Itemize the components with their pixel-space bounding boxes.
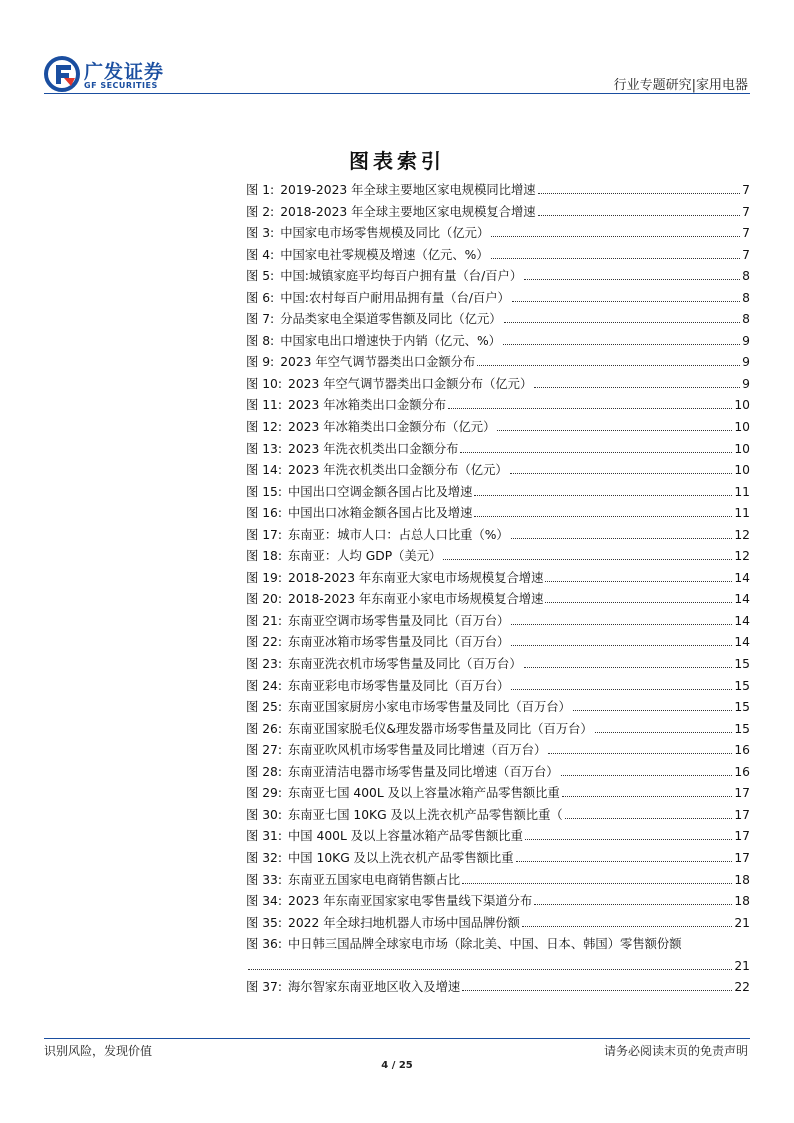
toc-entry[interactable] — [246, 632, 750, 654]
dot-leader — [248, 969, 732, 970]
toc-entry[interactable] — [246, 546, 750, 568]
dot-leader — [497, 430, 732, 431]
figure-caption: 东南亚国家厨房小家电市场零售量及同比（百万台） — [288, 700, 571, 715]
figure-number: 图 14: — [246, 463, 282, 478]
dot-leader — [565, 818, 733, 819]
page-ref: 17 — [734, 850, 750, 865]
toc-entry[interactable] — [246, 589, 750, 611]
toc-entry-text — [246, 826, 523, 848]
page-number: 4 / 25 — [381, 1060, 413, 1071]
dot-leader — [534, 387, 740, 388]
toc-entry[interactable] — [246, 352, 750, 374]
figure-index-list — [246, 180, 750, 999]
figure-number: 图 15: — [246, 484, 282, 499]
figure-caption: 中国:农村每百户耐用品拥有量（台/百户） — [280, 290, 510, 305]
figure-caption: 2019-2023 年全球主要地区家电规模同比增速 — [280, 183, 536, 197]
figure-number: 图 7: — [246, 312, 275, 327]
dot-leader — [462, 883, 732, 884]
figure-number: 图 5: — [246, 269, 275, 284]
toc-entry-text — [246, 482, 472, 504]
toc-entry-text — [246, 805, 563, 827]
figure-number: 图 17: — [246, 527, 282, 542]
figure-caption: 2023 年空气调节器类出口金额分布 — [280, 355, 476, 370]
company-logo — [44, 56, 224, 96]
toc-entry-text — [246, 848, 514, 870]
page-ref: 10 — [734, 463, 750, 478]
figure-caption: 东南亚国家脱毛仪&理发器市场零售量及同比（百万台） — [288, 721, 593, 736]
toc-entry-text — [246, 977, 460, 999]
figure-number: 图 27: — [246, 743, 282, 758]
toc-entry-text — [246, 266, 522, 288]
figure-caption: 中国:城镇家庭平均每百户拥有量（台/百户） — [280, 269, 523, 284]
page-ref: 14 — [734, 570, 750, 585]
figure-caption: 分品类家电全渠道零售额及同比（亿元） — [280, 312, 502, 327]
toc-entry-text — [246, 245, 489, 267]
figure-caption: 东南亚：人均 GDP（美元） — [288, 549, 442, 564]
logo-text-en: GF SECURITIES — [84, 81, 158, 90]
toc-entry-text — [246, 439, 458, 461]
figure-caption: 东南亚洗衣机市场零售量及同比（百万台） — [288, 657, 522, 672]
toc-entry[interactable] — [246, 719, 750, 741]
figure-number: 图 34: — [246, 894, 282, 909]
figure-caption: 2018-2023 年全球主要地区家电规模复合增速 — [280, 204, 536, 219]
page-ref: 14 — [734, 635, 750, 650]
figure-number: 图 30: — [246, 807, 282, 822]
page-ref: 14 — [734, 592, 750, 607]
toc-entry[interactable] — [246, 676, 750, 698]
figure-number: 图 33: — [246, 872, 282, 887]
toc-entry-text — [246, 676, 509, 698]
figure-number: 图 3: — [246, 226, 275, 241]
page-ref: 9 — [742, 355, 750, 370]
figure-caption: 东南亚彩电市场零售量及同比（百万台） — [288, 678, 510, 693]
figure-caption: 中国家电出口增速快于内销（亿元、%） — [280, 333, 501, 348]
page-ref: 8 — [742, 312, 750, 327]
toc-entry-text — [246, 762, 559, 784]
figure-number: 图 8: — [246, 333, 275, 348]
toc-entry[interactable] — [246, 202, 750, 224]
dot-leader — [474, 516, 732, 517]
page-ref: 7 — [742, 204, 750, 219]
figure-caption: 2023 年冰箱类出口金额分布（亿元） — [288, 420, 496, 435]
toc-entry[interactable] — [246, 503, 750, 525]
page-ref: 16 — [734, 764, 750, 779]
toc-entry-text — [246, 546, 441, 568]
figure-number: 图 19: — [246, 570, 282, 585]
figure-number: 图 13: — [246, 441, 282, 456]
figure-number: 图 31: — [246, 829, 282, 844]
page-ref: 12 — [734, 549, 750, 564]
dot-leader — [511, 645, 732, 646]
figure-caption: 东南亚：城市人口：占总人口比重（%） — [288, 527, 509, 542]
figure-number: 图 28: — [246, 764, 282, 779]
page-ref: 18 — [734, 894, 750, 909]
page-ref: 11 — [734, 506, 750, 521]
figure-number: 图 29: — [246, 786, 282, 801]
logo-text-cn: 广发证券 — [84, 61, 165, 83]
figure-number: 图 21: — [246, 613, 282, 628]
header-divider — [44, 93, 750, 94]
toc-entry-text — [246, 223, 489, 245]
figure-caption: 2022 年全球扫地机器人市场中国品牌份额 — [288, 915, 520, 930]
figure-caption: 2023 年空气调节器类出口金额分布（亿元） — [288, 376, 533, 391]
toc-entry[interactable] — [246, 460, 750, 482]
toc-entry-text — [246, 913, 520, 935]
toc-entry-text — [246, 309, 502, 331]
toc-entry-text — [246, 697, 571, 719]
figure-number: 图 6: — [246, 290, 275, 305]
dot-leader — [545, 581, 732, 582]
toc-entry-text — [246, 503, 472, 525]
figure-caption: 2018-2023 年东南亚小家电市场规模复合增速 — [288, 592, 544, 607]
toc-entry-text — [246, 331, 501, 353]
page-ref: 22 — [734, 980, 750, 995]
toc-entry[interactable] — [246, 870, 750, 892]
toc-entry-text — [246, 934, 682, 956]
figure-caption: 东南亚七国 400L 及以上容量冰箱产品零售额比重 — [288, 786, 560, 801]
toc-entry-text — [246, 719, 593, 741]
figure-caption: 2023 年东南亚国家家电零售量线下渠道分布 — [288, 894, 533, 909]
figure-caption: 2023 年洗衣机类出口金额分布 — [288, 441, 459, 456]
toc-entry-text — [246, 589, 543, 611]
figure-caption: 中国家电社零规模及增速（亿元、%） — [280, 247, 489, 262]
toc-entry-text — [246, 783, 560, 805]
page-ref: 10 — [734, 398, 750, 413]
toc-entry[interactable] — [246, 395, 750, 417]
dot-leader — [491, 236, 740, 237]
figure-number: 图 26: — [246, 721, 282, 736]
page-ref: 8 — [742, 290, 750, 305]
toc-entry[interactable] — [246, 482, 750, 504]
toc-entry-text — [246, 460, 508, 482]
figure-number: 图 16: — [246, 506, 282, 521]
page-ref: 8 — [742, 269, 750, 284]
figure-caption: 中国出口冰箱金额各国占比及增速 — [288, 506, 473, 521]
dot-leader — [477, 365, 740, 366]
figure-number: 图 37: — [246, 980, 282, 995]
toc-entry-text — [246, 417, 495, 439]
page-ref: 15 — [734, 657, 750, 672]
dot-leader — [503, 344, 740, 345]
toc-entry[interactable] — [246, 568, 750, 590]
page-ref: 12 — [734, 527, 750, 542]
figure-number: 图 22: — [246, 635, 282, 650]
toc-entry[interactable] — [246, 848, 750, 870]
dot-leader — [548, 753, 732, 754]
dot-leader — [510, 473, 733, 474]
toc-entry[interactable] — [246, 374, 750, 396]
footer-slogan: 识别风险，发现价值 — [44, 1044, 153, 1058]
page-ref: 7 — [742, 183, 750, 197]
footer-divider — [44, 1038, 750, 1039]
dot-leader — [561, 775, 733, 776]
dot-leader — [511, 689, 732, 690]
dot-leader — [491, 258, 741, 259]
figure-caption: 东南亚七国 10KG 及以上洗衣机产品零售额比重（ — [288, 807, 563, 822]
toc-entry-text — [246, 632, 509, 654]
figure-number: 图 36: — [246, 937, 282, 952]
page-ref: 10 — [734, 420, 750, 435]
toc-entry-text — [246, 611, 509, 633]
figure-caption: 中国 10KG 及以上洗衣机产品零售额比重 — [288, 850, 514, 865]
figure-caption: 中日韩三国品牌全球家电市场（除北美、中国、日本、韩国）零售额份额 — [288, 937, 682, 952]
toc-entry[interactable] — [246, 417, 750, 439]
toc-entry[interactable] — [246, 223, 750, 245]
toc-entry[interactable] — [246, 805, 750, 827]
dot-leader — [516, 861, 733, 862]
toc-entry-text — [246, 740, 546, 762]
figure-caption: 海尔智家东南亚地区收入及增速 — [288, 980, 461, 995]
figure-caption: 中国 400L 及以上容量冰箱产品零售额比重 — [288, 829, 523, 844]
toc-entry-text — [246, 654, 522, 676]
figure-number: 图 1: — [246, 183, 275, 197]
page-title: 图表索引 — [349, 149, 445, 173]
figure-caption: 中国家电市场零售规模及同比（亿元） — [280, 226, 490, 241]
toc-entry[interactable] — [246, 783, 750, 805]
dot-leader — [460, 452, 732, 453]
dot-leader — [534, 904, 732, 905]
figure-caption: 东南亚冰箱市场零售量及同比（百万台） — [288, 635, 510, 650]
figure-caption: 2023 年洗衣机类出口金额分布（亿元） — [288, 463, 508, 478]
toc-entry[interactable] — [246, 913, 750, 935]
figure-number: 图 32: — [246, 850, 282, 865]
toc-entry[interactable] — [246, 245, 750, 267]
figure-number: 图 2: — [246, 204, 275, 219]
toc-entry-text — [246, 870, 460, 892]
page-ref: 17 — [734, 829, 750, 844]
toc-entry[interactable] — [246, 266, 750, 288]
page-ref: 11 — [734, 484, 750, 499]
dot-leader — [504, 322, 741, 323]
figure-caption: 东南亚清洁电器市场零售量及同比增速（百万台） — [288, 764, 559, 779]
figure-number: 图 10: — [246, 376, 282, 391]
dot-leader — [595, 732, 733, 733]
toc-entry[interactable] — [246, 740, 750, 762]
toc-entry[interactable] — [246, 180, 750, 202]
figure-caption: 东南亚空调市场零售量及同比（百万台） — [288, 613, 510, 628]
dot-leader — [522, 926, 732, 927]
page-ref: 15 — [734, 721, 750, 736]
page-ref: 17 — [734, 786, 750, 801]
figure-number: 图 23: — [246, 657, 282, 672]
toc-entry[interactable] — [246, 697, 750, 719]
toc-entry[interactable] — [246, 439, 750, 461]
footer-disclaimer-note: 请务必阅读末页的免责声明 — [603, 1044, 748, 1058]
figure-number: 图 18: — [246, 549, 282, 564]
page-ref: 7 — [742, 226, 750, 241]
toc-entry-text — [246, 568, 543, 590]
toc-entry-text — [246, 891, 532, 913]
figure-caption: 2018-2023 年东南亚大家电市场规模复合增速 — [288, 570, 544, 585]
toc-entry-text — [246, 202, 536, 224]
toc-entry[interactable] — [246, 611, 750, 633]
page-ref: 21 — [734, 958, 750, 973]
toc-entry-text — [246, 374, 532, 396]
dot-leader — [524, 279, 740, 280]
dot-leader — [525, 839, 732, 840]
page-ref: 15 — [734, 678, 750, 693]
figure-number: 图 20: — [246, 592, 282, 607]
toc-entry[interactable] — [246, 288, 750, 310]
toc-entry-text — [246, 525, 509, 547]
page-ref: 15 — [734, 700, 750, 715]
figure-number: 图 9: — [246, 355, 275, 370]
dot-leader — [462, 990, 732, 991]
page-ref: 17 — [734, 807, 750, 822]
figure-number: 图 35: — [246, 915, 282, 930]
gf-logo-icon — [44, 56, 80, 92]
page-ref: 14 — [734, 613, 750, 628]
dot-leader — [448, 408, 732, 409]
dot-leader — [538, 193, 741, 194]
dot-leader — [573, 710, 733, 711]
toc-entry-text — [246, 288, 510, 310]
figure-number: 图 11: — [246, 398, 282, 413]
page-ref: 16 — [734, 743, 750, 758]
toc-entry[interactable] — [246, 762, 750, 784]
toc-entry-text — [246, 180, 536, 202]
dot-leader — [545, 602, 732, 603]
figure-number: 图 24: — [246, 678, 282, 693]
dot-leader — [511, 538, 733, 539]
page-ref: 7 — [742, 247, 750, 262]
page-ref: 9 — [742, 376, 750, 391]
figure-caption: 东南亚五国家电电商销售额占比 — [288, 872, 461, 887]
figure-number: 图 25: — [246, 700, 282, 715]
toc-entry-text — [246, 395, 446, 417]
toc-entry[interactable] — [246, 977, 750, 999]
toc-entry[interactable] — [246, 309, 750, 331]
dot-leader — [512, 301, 740, 302]
dot-leader — [443, 559, 732, 560]
toc-entry[interactable] — [246, 891, 750, 913]
dot-leader — [474, 495, 732, 496]
page-ref: 10 — [734, 441, 750, 456]
dot-leader — [562, 796, 733, 797]
figure-caption: 东南亚吹风机市场零售量及同比增速（百万台） — [288, 743, 547, 758]
page-ref: 21 — [734, 915, 750, 930]
figure-number: 图 12: — [246, 420, 282, 435]
toc-entry[interactable] — [246, 934, 750, 977]
toc-entry[interactable] — [246, 826, 750, 848]
toc-entry-text — [246, 352, 475, 374]
toc-entry[interactable] — [246, 331, 750, 353]
toc-entry[interactable] — [246, 525, 750, 547]
dot-leader — [524, 667, 733, 668]
dot-leader — [511, 624, 732, 625]
figure-caption: 2023 年冰箱类出口金额分布 — [288, 398, 447, 413]
figure-number: 图 4: — [246, 247, 275, 262]
page-ref: 9 — [742, 333, 750, 348]
report-section-tag: 行业专题研究|家用电器 — [613, 78, 748, 93]
figure-caption: 中国出口空调金额各国占比及增速 — [288, 484, 473, 499]
toc-entry[interactable] — [246, 654, 750, 676]
dot-leader — [538, 215, 741, 216]
page-ref: 18 — [734, 872, 750, 887]
